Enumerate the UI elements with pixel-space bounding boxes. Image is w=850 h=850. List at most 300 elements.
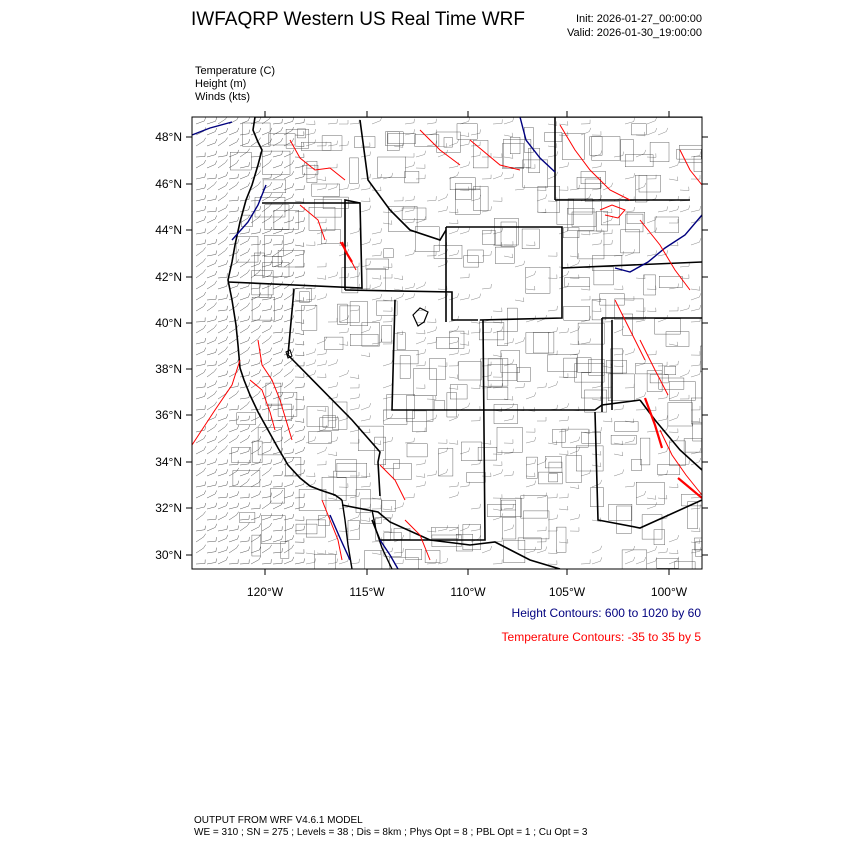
wind-barb xyxy=(515,298,524,302)
wind-barb xyxy=(383,360,393,367)
wind-barb xyxy=(295,503,305,509)
wind-barb xyxy=(207,226,217,234)
wind-barb xyxy=(273,315,283,322)
county-outline xyxy=(366,259,389,269)
wind-barb xyxy=(218,306,227,311)
wind-barb xyxy=(240,448,250,454)
wind-barb xyxy=(218,182,228,190)
wind-barb xyxy=(416,460,426,465)
wind-barb xyxy=(482,546,492,553)
wind-barb xyxy=(548,550,557,554)
wind-barb xyxy=(493,153,502,157)
wind-barb xyxy=(493,469,503,476)
wind-barb xyxy=(559,271,569,278)
wind-barb xyxy=(537,527,546,531)
wind-barb xyxy=(196,503,206,509)
wind-barb xyxy=(218,445,228,454)
wind-barb xyxy=(218,247,228,256)
county-outline xyxy=(459,362,482,381)
wind-barb xyxy=(240,248,250,256)
wind-barb xyxy=(218,337,228,345)
county-outline xyxy=(696,542,717,557)
wind-barb xyxy=(240,149,250,157)
wind-barb xyxy=(515,261,525,267)
county-outline xyxy=(450,331,464,348)
county-outline xyxy=(510,137,520,154)
county-outline xyxy=(601,202,620,225)
county-outline xyxy=(564,358,577,378)
wind-barb xyxy=(251,260,261,267)
wind-barb xyxy=(273,369,283,377)
wind-barb xyxy=(515,383,524,388)
wind-barb xyxy=(493,197,502,201)
wind-barb xyxy=(658,362,667,366)
wind-barb xyxy=(295,373,304,377)
wind-barb xyxy=(614,350,623,355)
wind-barb xyxy=(273,215,283,223)
wind-barb xyxy=(229,174,238,179)
county-outline xyxy=(314,199,341,217)
county-outline xyxy=(297,129,305,138)
wind-barb xyxy=(625,207,634,212)
wind-barb xyxy=(669,361,678,366)
wind-barb xyxy=(196,240,206,246)
wind-barb xyxy=(218,237,228,245)
wind-barb xyxy=(449,338,459,344)
lat-label-46: 46°N xyxy=(155,177,182,191)
wind-barb xyxy=(658,448,668,454)
wind-barb xyxy=(328,452,337,456)
wind-barb xyxy=(416,361,425,366)
wind-barb xyxy=(559,494,568,499)
wind-barb xyxy=(350,525,360,531)
wind-barb xyxy=(625,419,634,423)
wind-barb xyxy=(449,250,459,256)
wind-barb xyxy=(526,164,535,168)
wind-barb xyxy=(526,271,536,278)
wind-barb xyxy=(603,418,612,422)
wind-barb xyxy=(218,435,228,443)
wind-barb xyxy=(372,239,382,245)
wind-barb xyxy=(240,347,250,355)
wind-barb xyxy=(196,247,206,256)
wind-barb xyxy=(284,393,294,399)
wind-barb xyxy=(471,504,480,509)
wind-barb xyxy=(449,293,459,300)
wind-barb xyxy=(350,394,360,399)
wind-barb xyxy=(240,547,250,554)
wind-barb xyxy=(196,526,206,531)
wind-barb xyxy=(350,119,359,124)
wind-barb xyxy=(625,437,635,443)
county-outline xyxy=(640,438,650,465)
wind-barb xyxy=(361,185,371,190)
wind-barb xyxy=(449,362,458,366)
wind-barb xyxy=(328,272,338,278)
wind-barb xyxy=(317,239,327,245)
county-outline xyxy=(592,300,606,320)
wind-barb xyxy=(493,560,502,565)
wind-barb xyxy=(251,240,260,245)
wind-barb xyxy=(471,460,481,465)
wind-barb xyxy=(504,154,513,158)
county-outline xyxy=(365,551,382,571)
height-contour-note: Height Contours: 600 to 1020 by 60 xyxy=(511,606,701,620)
county-outline xyxy=(563,228,579,238)
wind-barb xyxy=(427,339,437,345)
wind-barb xyxy=(383,393,393,399)
county-outline xyxy=(467,473,486,483)
wind-barb xyxy=(515,185,524,190)
wind-barb xyxy=(284,183,294,190)
county-outline xyxy=(582,432,601,443)
wind-barb xyxy=(240,479,250,488)
wind-barb xyxy=(537,547,547,554)
wind-barb xyxy=(383,297,392,301)
wind-barb xyxy=(548,252,557,256)
wind-barb xyxy=(427,396,436,400)
county-outline xyxy=(400,356,410,379)
wind-barb xyxy=(229,405,238,410)
wind-barb xyxy=(295,131,304,135)
wind-barb xyxy=(229,128,239,135)
wind-barb xyxy=(361,353,370,357)
wind-barb xyxy=(240,183,250,191)
wind-barb xyxy=(493,373,502,377)
wind-barb xyxy=(218,283,228,290)
wind-barb xyxy=(471,195,481,201)
wind-barb xyxy=(317,275,326,279)
wind-barb xyxy=(229,503,239,509)
wind-barb xyxy=(218,260,228,267)
wind-barb xyxy=(240,172,250,179)
wind-barb xyxy=(350,384,359,388)
wind-barb xyxy=(295,227,305,234)
wind-barb xyxy=(240,416,250,421)
county-outline xyxy=(252,535,261,556)
wind-barb xyxy=(328,473,337,477)
wind-barb xyxy=(372,505,381,509)
wind-barb xyxy=(295,558,305,564)
wind-barb xyxy=(273,282,283,289)
wind-barb xyxy=(196,229,206,235)
wind-barb xyxy=(537,383,546,388)
wind-barb xyxy=(559,506,568,510)
temperature-contour-note: Temperature Contours: -35 to 35 by 5 xyxy=(501,630,701,644)
wind-barb xyxy=(581,470,591,476)
wind-barb xyxy=(196,383,205,388)
wind-barb xyxy=(394,535,404,542)
wind-barb xyxy=(570,437,580,443)
wind-barb xyxy=(207,117,217,124)
wind-barb xyxy=(262,182,272,190)
wind-barb xyxy=(284,406,293,411)
wind-barb xyxy=(317,177,326,181)
wind-barb xyxy=(350,306,359,311)
wind-barb xyxy=(592,163,602,168)
wind-barb xyxy=(691,293,701,300)
wind-barb xyxy=(449,316,459,322)
wind-barb xyxy=(273,204,283,212)
wind-barb xyxy=(350,513,360,520)
wind-barb xyxy=(196,303,206,311)
wind-barb xyxy=(262,438,271,443)
wind-barb xyxy=(295,320,304,324)
wind-barb xyxy=(625,557,635,564)
county-outline xyxy=(323,416,336,427)
wind-barb xyxy=(240,259,250,267)
lon-label-110w: 110°W xyxy=(450,585,486,599)
wind-barb xyxy=(284,524,294,531)
wind-barb xyxy=(339,328,348,333)
wind-barb xyxy=(251,152,260,157)
county-outline xyxy=(568,199,593,214)
wind-barb xyxy=(262,536,272,542)
wind-barb xyxy=(449,326,459,333)
wind-barb xyxy=(196,534,206,542)
wind-barb xyxy=(196,153,205,158)
wind-barb xyxy=(658,206,668,212)
lat-label-38: 38°N xyxy=(155,362,182,376)
variable-height: Height (m) xyxy=(195,78,247,90)
county-outline xyxy=(463,524,481,549)
wind-barb xyxy=(295,297,304,301)
wind-barb xyxy=(229,182,239,190)
wind-barb xyxy=(218,138,228,147)
wind-barb xyxy=(207,207,216,212)
wind-barb xyxy=(295,243,304,247)
county-outline xyxy=(464,256,479,267)
wind-barb xyxy=(273,305,283,311)
county-outline xyxy=(625,155,653,167)
wind-barb xyxy=(383,220,392,224)
county-outline xyxy=(606,361,627,374)
county-outline xyxy=(262,151,290,174)
wind-barb xyxy=(295,272,305,278)
wind-barb xyxy=(240,139,250,146)
wind-barb xyxy=(438,206,448,212)
county-outline xyxy=(639,175,661,192)
wind-barb xyxy=(251,459,261,465)
county-outline xyxy=(474,187,489,211)
wind-barb xyxy=(548,515,558,520)
county-outline xyxy=(636,482,664,504)
wind-barb xyxy=(284,535,294,542)
wind-barb xyxy=(218,493,227,498)
wind-barb xyxy=(592,546,602,553)
wind-barb xyxy=(526,392,536,399)
wind-barb xyxy=(207,349,217,355)
county-outline xyxy=(487,387,508,399)
wind-barb xyxy=(262,493,272,498)
wind-barb xyxy=(614,469,624,476)
wind-barb xyxy=(262,468,272,477)
wind-barb xyxy=(262,215,272,223)
wind-barb xyxy=(273,348,283,355)
county-outline xyxy=(325,337,344,350)
county-outline xyxy=(578,323,604,344)
wind-barb xyxy=(636,392,646,399)
wind-barb xyxy=(427,119,437,124)
wind-barb xyxy=(570,447,580,454)
wind-barb xyxy=(306,121,315,125)
wind-barb xyxy=(328,183,338,190)
wind-barb xyxy=(427,196,436,201)
wind-barb xyxy=(636,183,646,190)
wind-barb xyxy=(372,251,381,256)
wind-barb xyxy=(207,174,216,179)
wind-barb xyxy=(394,197,403,201)
wind-barb xyxy=(636,150,646,157)
wind-barb xyxy=(328,164,337,168)
wind-barb xyxy=(625,173,635,179)
county-outline xyxy=(232,448,251,463)
wind-barb xyxy=(207,216,217,224)
wind-barb xyxy=(196,160,206,168)
wind-barb xyxy=(262,459,272,465)
init-time: Init: 2026-01-27_00:00:00 xyxy=(576,13,702,25)
wind-barb xyxy=(592,185,602,190)
wind-barb xyxy=(603,216,613,223)
wind-barb xyxy=(372,275,381,279)
wind-barb xyxy=(570,260,580,267)
wind-barb xyxy=(570,485,579,489)
wind-barb xyxy=(229,282,239,289)
wind-barb xyxy=(493,494,502,498)
wind-barb xyxy=(196,292,206,300)
lat-label-40: 40°N xyxy=(155,316,182,330)
wind-barb xyxy=(680,305,690,311)
wind-barb xyxy=(471,129,481,135)
lon-label-100w: 100°W xyxy=(650,585,688,599)
wind-barb xyxy=(207,139,217,146)
wind-barb xyxy=(196,195,206,201)
wind-barb xyxy=(405,129,415,135)
county-outline xyxy=(679,145,704,162)
wind-barb xyxy=(240,359,250,366)
wind-barb xyxy=(251,303,261,311)
wind-barb xyxy=(383,274,392,278)
wind-barb xyxy=(493,172,503,179)
wind-barb xyxy=(592,557,602,564)
wind-barb xyxy=(405,283,415,289)
wind-barb xyxy=(526,437,536,443)
county-outline xyxy=(577,358,591,373)
wind-barb xyxy=(273,227,283,234)
wind-barb xyxy=(306,129,316,135)
wind-barb xyxy=(614,405,623,410)
wind-barb xyxy=(273,501,283,509)
wind-barb xyxy=(229,535,239,542)
wind-barb xyxy=(405,119,415,124)
county-outline xyxy=(447,393,457,417)
wind-barb xyxy=(196,482,206,488)
wind-barb xyxy=(218,424,228,433)
wind-barb xyxy=(405,438,415,443)
wind-barb xyxy=(251,229,261,235)
wind-barb xyxy=(504,415,514,421)
wind-barb xyxy=(526,242,535,246)
wind-barb xyxy=(295,526,305,531)
wind-barb xyxy=(339,273,348,278)
wind-barb xyxy=(262,523,272,531)
wind-barb xyxy=(328,382,338,388)
county-outline xyxy=(439,449,453,477)
wind-barb xyxy=(273,458,283,465)
wind-barb xyxy=(504,403,514,410)
wind-barb xyxy=(196,281,206,289)
wind-barb xyxy=(196,348,206,355)
wind-barb xyxy=(273,172,283,180)
wind-barb xyxy=(394,293,404,300)
wind-barb xyxy=(317,142,326,146)
wind-barb xyxy=(306,242,315,246)
wind-barb xyxy=(372,117,382,124)
county-outline xyxy=(263,262,289,276)
wind-barb xyxy=(317,407,326,411)
wind-barb xyxy=(460,482,470,487)
wind-barb xyxy=(273,119,282,124)
wind-barb xyxy=(493,461,502,465)
county-outline xyxy=(340,306,359,323)
wind-barb xyxy=(669,177,678,181)
wind-barb xyxy=(504,241,513,245)
wind-barb xyxy=(570,326,580,333)
wind-barb xyxy=(691,528,700,532)
wind-barb xyxy=(284,160,294,168)
wind-barb xyxy=(295,341,304,345)
wind-barb xyxy=(548,494,557,498)
wind-barb xyxy=(350,184,360,190)
wind-barb xyxy=(240,515,249,520)
wind-barb xyxy=(317,374,326,378)
wind-barb xyxy=(339,342,348,346)
wind-barb xyxy=(449,227,459,234)
wind-barb xyxy=(229,448,239,454)
wind-barb xyxy=(196,318,205,323)
wind-barb xyxy=(405,196,414,201)
wind-barb xyxy=(559,539,568,543)
county-outline xyxy=(565,278,590,287)
wind-barb xyxy=(262,150,272,157)
wind-barb xyxy=(669,557,679,564)
wind-barb xyxy=(416,337,426,344)
wind-barb xyxy=(592,240,602,245)
wind-barb xyxy=(317,337,327,344)
county-outline xyxy=(358,426,384,451)
wind-barb xyxy=(218,546,228,553)
wind-barb xyxy=(196,459,206,465)
wind-barb xyxy=(251,523,261,531)
wind-barb xyxy=(229,369,239,377)
wind-barb xyxy=(273,490,283,498)
county-outline xyxy=(388,134,416,144)
wind-barb xyxy=(251,436,261,443)
wind-barb xyxy=(647,128,657,135)
county-outline xyxy=(596,211,607,231)
county-outline xyxy=(301,142,331,150)
county-outline xyxy=(309,432,332,444)
wind-barb xyxy=(515,337,525,344)
county-outline xyxy=(264,236,283,257)
wind-barb xyxy=(196,138,206,146)
wind-barb xyxy=(669,414,679,421)
great-salt-lake xyxy=(413,308,428,326)
wind-barb xyxy=(284,480,294,487)
wind-barb xyxy=(581,316,591,322)
wind-barb xyxy=(251,370,261,378)
wind-barb xyxy=(372,294,382,300)
